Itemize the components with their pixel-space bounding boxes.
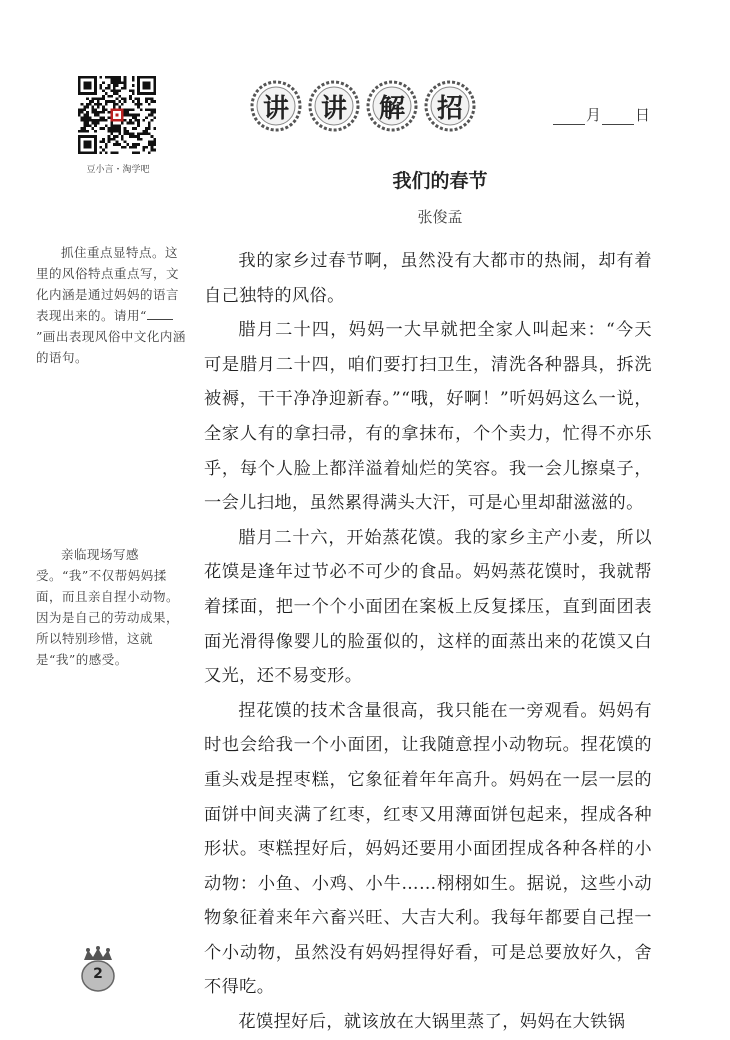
paragraph-3: 腊月二十六，开始蒸花馍。我的家乡主产小麦，所以花馍是逢年过节必不可少的食品。妈妈蒸花馍时，我就帮着揉面，把一个个小面团在案板上反复揉压，直到面团表面光滑得像婴儿的脸蛋似的，这样的面蒸出来的花馍又白又光，还不易变形。	[204, 527, 652, 687]
paragraph-4: 捏花馍的技术含量很高，我只能在一旁观看。妈妈有时也会给我一个小面团，让我随意捏小动物玩。捏花馍的重头戏是捏枣糕，它象征着年年高升。妈妈在一层一层的面饼中间夹满了红枣，红枣又用薄面饼包起来，捏成各种形状。枣糕捏好后，妈妈还要用小面团捏成各种各样的小动物：小鱼、小鸡、小牛……栩栩如生。据说，这些小动物象征着来年六畜兴旺、大吉大利。我每年都要自己捏一个小动物，虽然没有妈妈捏得好看，可是总要放好久，舍不得吃。	[204, 700, 652, 998]
date-field	[552, 104, 650, 125]
badge-4: 招	[424, 80, 476, 132]
month-blank[interactable]	[553, 110, 585, 125]
day-blank[interactable]	[602, 110, 634, 125]
paragraph-1: 我的家乡过春节啊，虽然没有大都市的热闹，却有着自己独特的风俗。	[204, 251, 652, 306]
article-title: 我们的春节	[392, 170, 488, 192]
qr-code	[78, 76, 156, 154]
side-note-1-text-b: ”画出表现风俗中文化内涵的语句。	[36, 329, 186, 365]
side-note-1-text-a: 抓住重点显特点。这里的风俗特点重点写，文化内涵是通过妈妈的语言表现出来的。请用“	[36, 245, 180, 323]
side-note-1	[36, 242, 186, 368]
day-label: 日	[635, 106, 651, 124]
badge-1: 讲	[250, 80, 302, 132]
paragraph-2: 腊月二十四，妈妈一大早就把全家人叫起来：“今天可是腊月二十四，咱们要打扫卫生，清洗各种器具，拆洗被褥，干干净净迎新春。”“哦，好啊！”听妈妈这么一说，全家人有的拿扫帚，有的拿抹布，个个卖力，忙得不亦乐乎，每个人脸上都洋溢着灿烂的笑容。我一会儿擦桌子，一会儿扫地，虽然累得满头大汗，可是心里却甜滋滋的。	[204, 320, 652, 514]
badge-2: 讲	[308, 80, 360, 132]
page-number-badge	[78, 946, 118, 994]
underline-sample	[147, 307, 173, 320]
month-label: 月	[586, 106, 602, 124]
side-note-2: 亲临现场写感受。“我”不仅帮妈妈揉面，而且亲自捏小动物。因为是自己的劳动成果，所以特别珍惜，这就是“我”的感受。	[36, 547, 180, 667]
qr-caption: 豆小言・淘学吧	[86, 165, 150, 175]
article-body	[204, 244, 652, 1040]
badge-3: 解	[366, 80, 418, 132]
page-number: 2	[93, 966, 103, 982]
article-author: 张俊孟	[417, 208, 463, 226]
section-title-badges	[250, 80, 480, 134]
paragraph-5: 花馍捏好后，就该放在大锅里蒸了，妈妈在大铁锅	[238, 1012, 626, 1033]
